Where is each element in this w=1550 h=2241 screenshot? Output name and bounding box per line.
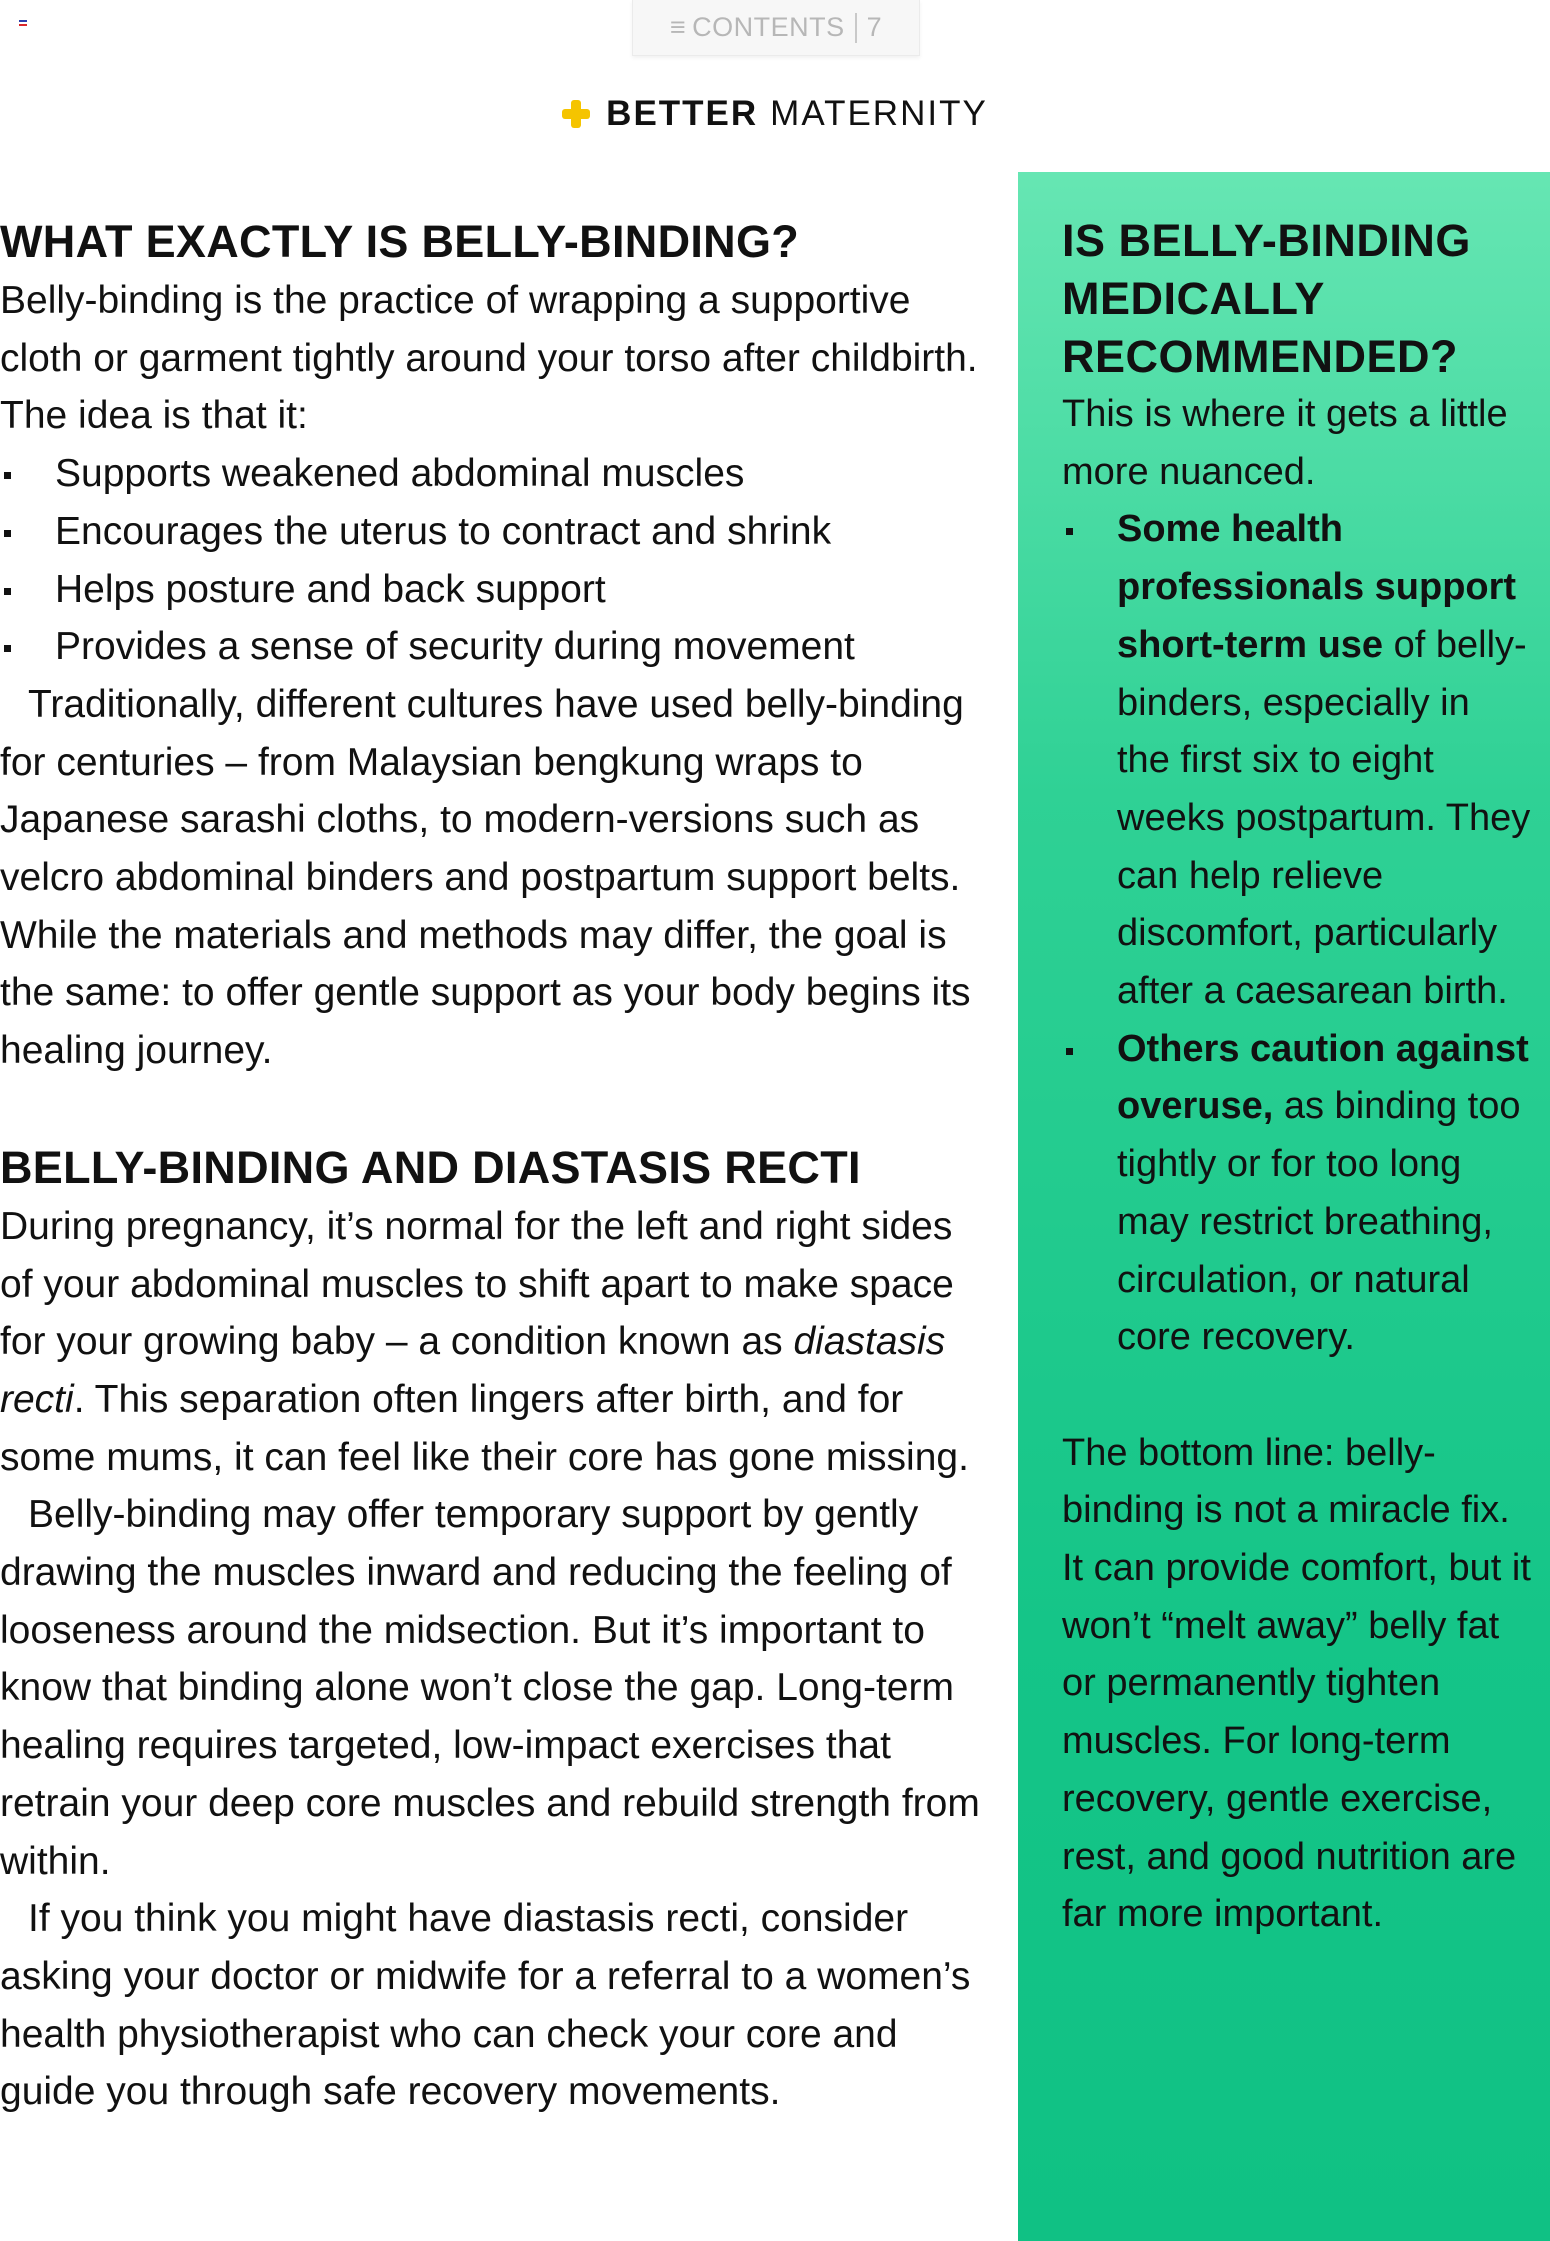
list-item: Helps posture and back support [0,561,990,619]
sidebar-intro: This is where it gets a little more nuanced. [1062,393,1508,493]
body-paragraph: If you think you might have diastasis recti, consider asking your doctor or midwife for a referral to a women’s health physiotherapist who can check your core and guide you through safe recovery movements. [0,1897,971,2114]
cross-icon [562,100,590,128]
body-paragraph: Traditionally, different cultures have used belly-binding for centuries – from Malaysian bengkung wraps to Japanese sarashi cloths, to modern-versions such as velcro abdominal binders and postpartum support belts. While the materials and methods may differ, the goal is the same: to offer gentle support as your body begins its healing journey. [0,682,971,1073]
brand-header [0,94,1550,134]
sidebar-heading: IS BELLY-BINDING MEDICALLY RECOMMENDED? [1062,215,1471,382]
section-heading: WHAT EXACTLY IS BELLY-BINDING? [0,216,800,267]
menu-icon: ≡ [669,12,687,42]
page-number: 7 [866,12,883,42]
list-item: Supports weakened abdominal muscles [0,445,990,503]
sidebar-list [1062,501,1532,1367]
contents-tab[interactable] [632,0,920,56]
section-heading: BELLY-BINDING AND DIASTASIS RECTI [0,1141,861,1193]
list-item: Others caution against overuse, as binding too tightly or for too long may restrict breathing, circulation, or natural core recovery. [1062,1021,1532,1367]
divider [855,13,857,43]
sidebar-bottom-line: The bottom line: belly-binding is not a miracle fix. It can provide comfort, but it won’t “melt away” belly fat or permanently tighten muscles. For long-term recovery, gentle exercise, rest, and good nutrition are far more important. [1062,1431,1531,1936]
flag-icon [19,20,27,26]
sidebar-panel [1018,172,1550,2241]
intro-paragraph: Belly-binding is the practice of wrapping a supportive cloth or garment tightly around your torso after childbirth. The idea is that it: [0,279,978,438]
term-italic: diastasis recti [0,1320,946,1421]
body-paragraph: Belly-binding may offer temporary support by gently drawing the muscles inward and reducing the feeling of looseness around the midsection. But it’s important to know that binding alone won’t close the gap. Long-term healing requires targeted, low-impact exercises that retrain your deep core muscles and rebuild strength from within. [0,1493,980,1883]
list-item: Encourages the uterus to contract and shrink [0,503,990,561]
list-item: Provides a sense of security during movement [0,618,990,676]
brand-name-bold: BETTER [606,94,759,133]
brand-name-light: MATERNITY [770,94,988,133]
benefits-list [0,445,990,676]
body-paragraph: During pregnancy, it’s normal for the left and right sides of your abdominal muscles to shift apart to make space for your growing baby – a condition known as diastasis recti. This separation often lingers after birth, and for some mums, it can feel like their core has gone missing. [0,1204,969,1479]
main-article [0,212,990,2121]
list-item: Some health professionals support short-term use of belly-binders, especially in the first six to eight weeks postpartum. They can help relieve discomfort, particularly after a caesarean birth. [1062,501,1532,1020]
contents-label: CONTENTS [692,12,845,42]
